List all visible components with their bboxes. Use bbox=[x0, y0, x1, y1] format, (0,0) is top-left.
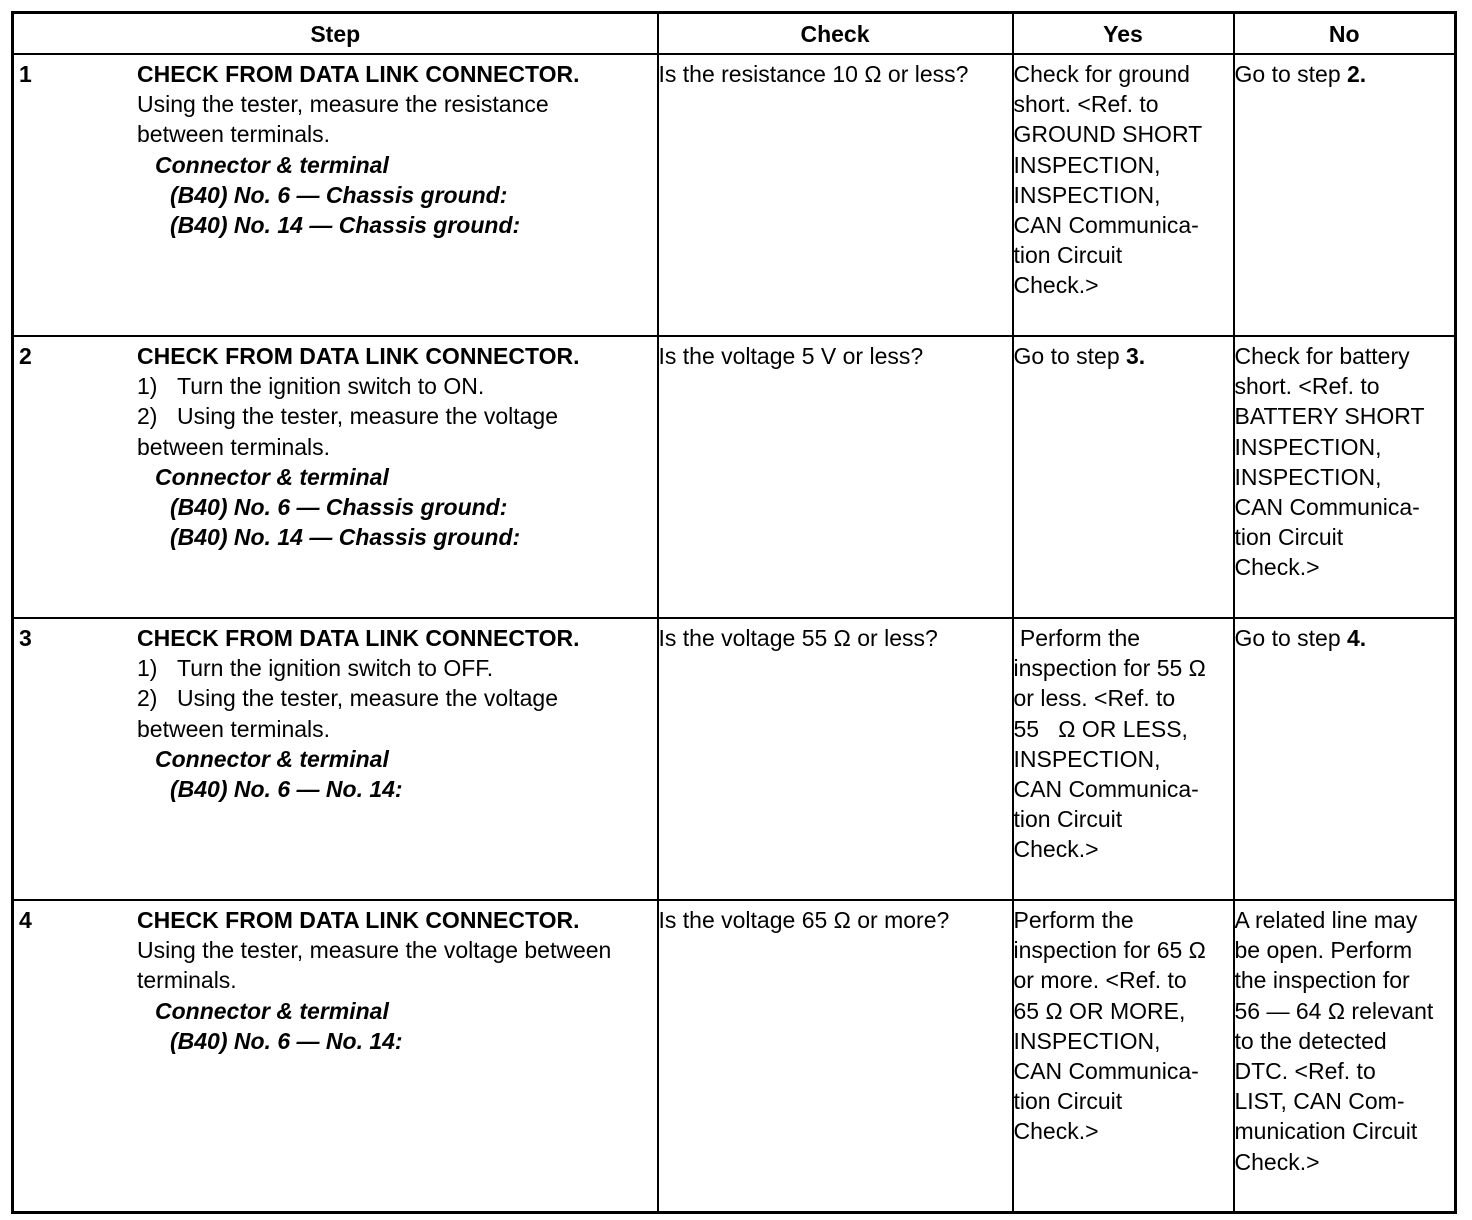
check-cell bbox=[658, 618, 1013, 900]
check-text: Is the voltage 55 Ω or less? bbox=[658, 625, 938, 651]
yes-line: Perform the bbox=[1013, 625, 1141, 651]
connector-terminal: (B40) No. 6 — No. 14: bbox=[170, 776, 403, 803]
table-row bbox=[13, 618, 1456, 900]
yes-line: INSPECTION, bbox=[1013, 151, 1161, 178]
sub-step bbox=[137, 683, 653, 713]
yes-cell bbox=[1013, 900, 1234, 1213]
step-title: CHECK FROM DATA LINK CONNECTOR. bbox=[137, 625, 580, 651]
step-title: CHECK FROM DATA LINK CONNECTOR. bbox=[137, 343, 580, 369]
step-cell bbox=[13, 336, 658, 618]
table-row bbox=[13, 900, 1456, 1213]
yes-line: CAN Communica- bbox=[1013, 1058, 1199, 1085]
no-cell bbox=[1234, 336, 1456, 618]
step-cell bbox=[13, 618, 658, 900]
sub-step-number: 2) bbox=[137, 685, 158, 712]
sub-step bbox=[137, 371, 653, 401]
step-number: 1 bbox=[19, 61, 32, 87]
no-cell bbox=[1234, 618, 1456, 900]
no-line: DTC. <Ref. to bbox=[1234, 1058, 1376, 1085]
check-cell bbox=[658, 900, 1013, 1213]
no-line: INSPECTION, bbox=[1234, 433, 1382, 460]
sub-step-number: 2) bbox=[137, 403, 158, 430]
no-line: tion Circuit bbox=[1234, 524, 1344, 551]
header-step: Step bbox=[13, 13, 658, 55]
connector-label: Connector & terminal bbox=[155, 997, 389, 1024]
yes-cell bbox=[1013, 618, 1234, 900]
no-line: BATTERY SHORT bbox=[1234, 403, 1425, 430]
no-line: CAN Communica- bbox=[1234, 494, 1420, 521]
yes-line: Check.> bbox=[1013, 1118, 1099, 1145]
step-text: terminals. bbox=[137, 967, 237, 994]
step-title: CHECK FROM DATA LINK CONNECTOR. bbox=[137, 907, 580, 933]
yes-line: Check.> bbox=[1013, 836, 1099, 863]
check-text: Is the resistance 10 Ω or less? bbox=[658, 61, 969, 87]
no-line: LIST, CAN Com- bbox=[1234, 1088, 1405, 1115]
diagnostic-table bbox=[11, 11, 1457, 1214]
yes-line: CAN Communica- bbox=[1013, 212, 1199, 239]
yes-cell bbox=[1013, 336, 1234, 618]
step-title: CHECK FROM DATA LINK CONNECTOR. bbox=[137, 61, 580, 87]
yes-line: Check for ground bbox=[1013, 61, 1190, 87]
no-line: to the detected bbox=[1234, 1027, 1387, 1054]
no-line: 56 — 64 Ω relevant bbox=[1234, 997, 1434, 1024]
no-line: Check for battery bbox=[1234, 343, 1410, 369]
yes-line: tion Circuit bbox=[1013, 1088, 1123, 1115]
yes-line: GROUND SHORT bbox=[1013, 121, 1203, 148]
no-line: A related line may bbox=[1234, 907, 1418, 933]
connector-label: Connector & terminal bbox=[155, 151, 389, 178]
step-text: between terminals. bbox=[137, 715, 331, 742]
yes-line: 65 Ω OR MORE, bbox=[1013, 997, 1186, 1024]
header-yes: Yes bbox=[1013, 13, 1234, 55]
table-row bbox=[13, 54, 1456, 336]
no-line: munication Circuit bbox=[1234, 1118, 1418, 1145]
yes-line: INSPECTION, bbox=[1013, 181, 1161, 208]
table-row bbox=[13, 336, 1456, 618]
yes-line: tion Circuit bbox=[1013, 806, 1123, 833]
sub-step-text: Turn the ignition switch to ON. bbox=[177, 373, 485, 400]
check-cell bbox=[658, 54, 1013, 336]
sub-step-text: Using the tester, measure the voltage bbox=[177, 685, 558, 712]
no-text: Go to step bbox=[1234, 625, 1348, 651]
no-line: Check.> bbox=[1234, 554, 1320, 581]
yes-line: tion Circuit bbox=[1013, 242, 1123, 269]
step-text: Using the tester, measure the resistance bbox=[137, 91, 549, 118]
connector-label: Connector & terminal bbox=[155, 463, 389, 490]
yes-line: Check.> bbox=[1013, 272, 1099, 299]
no-text: Go to step bbox=[1234, 61, 1348, 87]
yes-text: Go to step bbox=[1013, 343, 1127, 369]
connector-terminal: (B40) No. 6 — No. 14: bbox=[170, 1027, 403, 1054]
no-line: short. <Ref. to bbox=[1234, 373, 1380, 400]
connector-terminal: (B40) No. 6 — Chassis ground: bbox=[170, 494, 508, 521]
yes-line: short. <Ref. to bbox=[1013, 91, 1159, 118]
yes-line: or more. <Ref. to bbox=[1013, 967, 1187, 994]
yes-line: or less. <Ref. to bbox=[1013, 685, 1176, 712]
connector-label: Connector & terminal bbox=[155, 745, 389, 772]
connector-terminal: (B40) No. 14 — Chassis ground: bbox=[170, 212, 521, 239]
yes-line: inspection for 55 Ω bbox=[1013, 655, 1206, 682]
no-cell bbox=[1234, 900, 1456, 1213]
connector-terminal: (B40) No. 14 — Chassis ground: bbox=[170, 524, 521, 551]
yes-line: CAN Communica- bbox=[1013, 776, 1199, 803]
sub-step bbox=[137, 653, 653, 683]
no-step-ref: 4. bbox=[1347, 625, 1367, 651]
yes-line: INSPECTION, bbox=[1013, 1027, 1161, 1054]
step-cell bbox=[13, 54, 658, 336]
yes-line: 55 Ω OR LESS, bbox=[1013, 715, 1188, 742]
header-row bbox=[13, 13, 1456, 55]
no-step-ref: 2. bbox=[1347, 61, 1367, 87]
yes-cell bbox=[1013, 54, 1234, 336]
yes-line: inspection for 65 Ω bbox=[1013, 937, 1206, 964]
sub-step-number: 1) bbox=[137, 373, 158, 400]
check-cell bbox=[658, 336, 1013, 618]
yes-line: Perform the bbox=[1013, 907, 1134, 933]
sub-step-text: Using the tester, measure the voltage bbox=[177, 403, 558, 430]
step-number: 4 bbox=[19, 907, 32, 933]
connector-terminal: (B40) No. 6 — Chassis ground: bbox=[170, 181, 508, 208]
no-line: Check.> bbox=[1234, 1148, 1320, 1175]
yes-step-ref: 3. bbox=[1126, 343, 1146, 369]
step-cell bbox=[13, 900, 658, 1213]
no-line: be open. Perform bbox=[1234, 937, 1413, 964]
check-text: Is the voltage 65 Ω or more? bbox=[658, 907, 950, 933]
yes-line: INSPECTION, bbox=[1013, 745, 1161, 772]
sub-step-number: 1) bbox=[137, 655, 158, 682]
check-text: Is the voltage 5 V or less? bbox=[658, 343, 924, 369]
no-line: INSPECTION, bbox=[1234, 463, 1382, 490]
header-no: No bbox=[1234, 13, 1456, 55]
no-line: the inspection for bbox=[1234, 967, 1410, 994]
sub-step bbox=[137, 401, 653, 431]
step-number: 3 bbox=[19, 625, 32, 651]
no-cell bbox=[1234, 54, 1456, 336]
sub-step-text: Turn the ignition switch to OFF. bbox=[177, 655, 494, 682]
step-text: between terminals. bbox=[137, 433, 331, 460]
step-number: 2 bbox=[19, 343, 32, 369]
step-text: Using the tester, measure the voltage between bbox=[137, 937, 612, 964]
step-text: between terminals. bbox=[137, 121, 331, 148]
header-check: Check bbox=[658, 13, 1013, 55]
